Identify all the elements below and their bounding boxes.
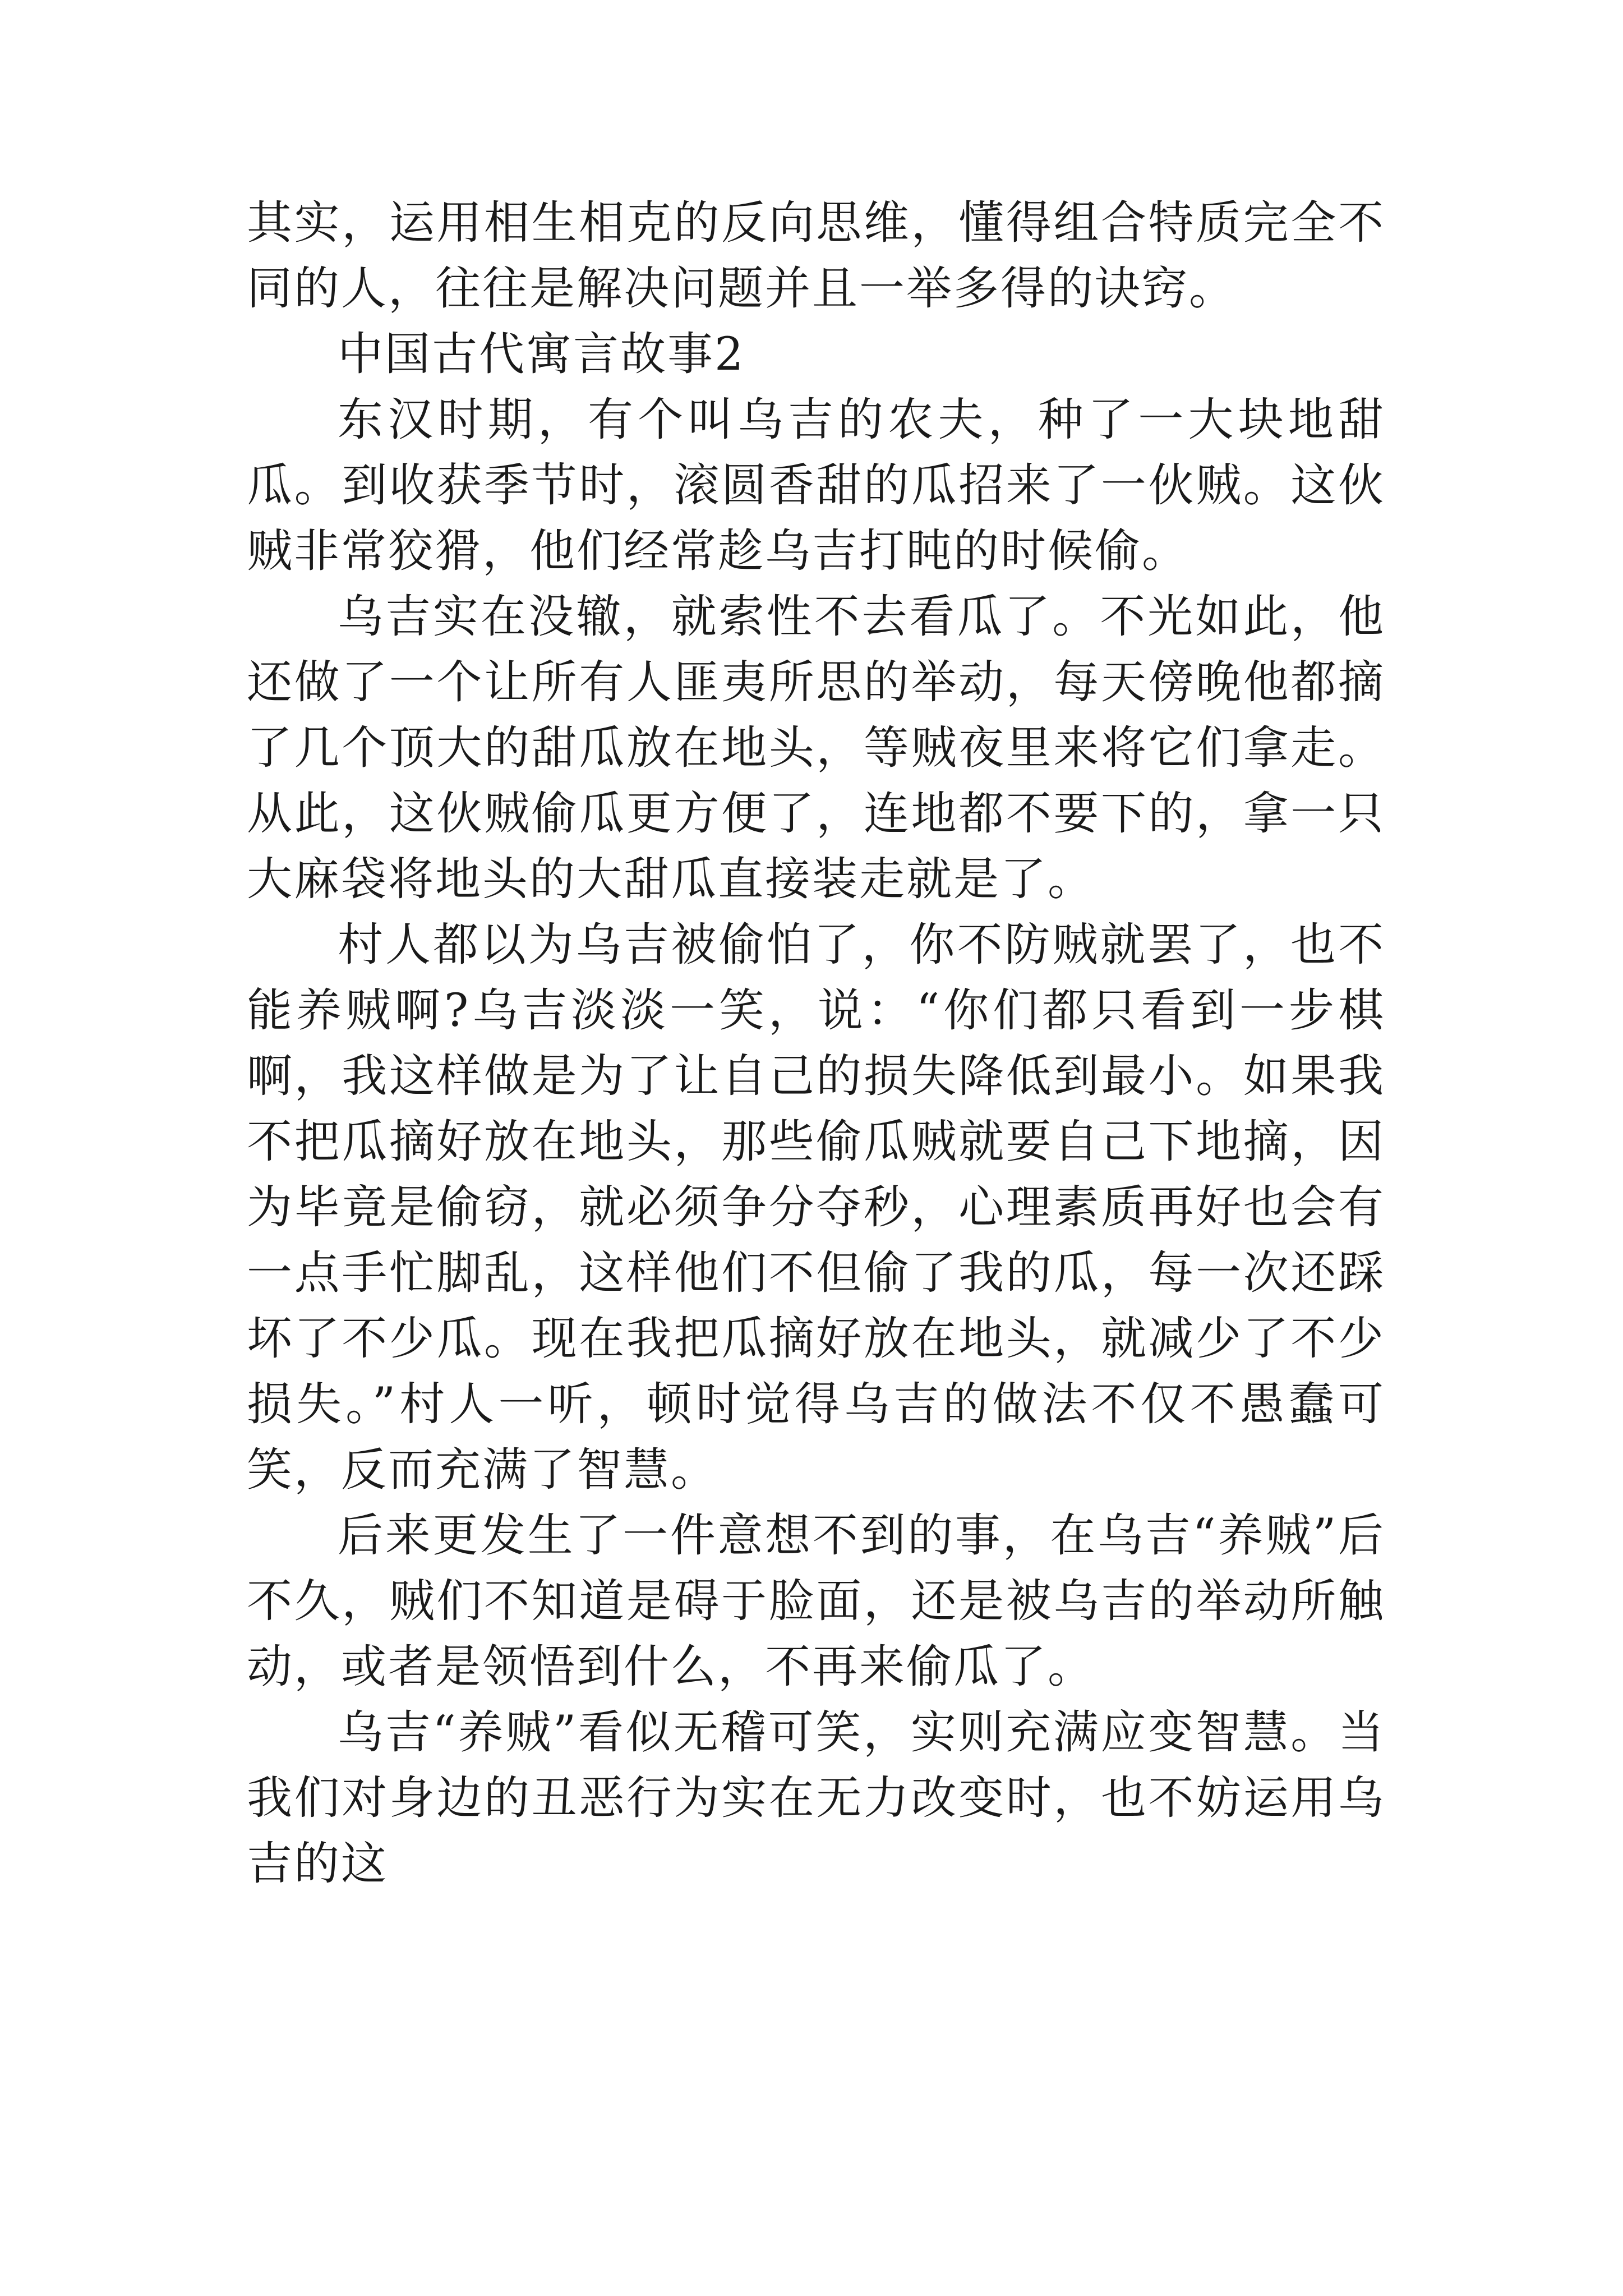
paragraph-continuation: 其实，运用相生相克的反向思维，懂得组合特质完全不同的人，往往是解决问题并且一举多得的诀窍。 xyxy=(247,197,1385,315)
document-body xyxy=(247,191,1385,1897)
paragraph: 东汉时期，有个叫乌吉的农夫，种了一大块地甜瓜。到收获季节时，滚圆香甜的瓜招来了一伙贼。这伙贼非常狡猾，他们经常趁乌吉打盹的时候偷。 xyxy=(247,394,1385,578)
paragraph: 村人都以为乌吉被偷怕了，你不防贼就罢了，也不能养贼啊?乌吉淡淡一笑，说：“你们都只看到一步棋啊，我这样做是为了让自己的损失降低到最小。如果我不把瓜摘好放在地头，那些偷瓜贼就要自己下地摘，因为毕竟是偷窃，就必须争分夺秒，心理素质再好也会有一点手忙脚乱，这样他们不但偷了我的瓜，每一次还踩坏了不少瓜。现在我把瓜摘好放在地头，就减少了不少损失。”村人一听，顿时觉得乌吉的做法不仅不愚蠢可笑，反而充满了智慧。 xyxy=(247,919,1385,1497)
paragraph: 乌吉实在没辙，就索性不去看瓜了。不光如此，他还做了一个让所有人匪夷所思的举动，每天傍晚他都摘了几个顶大的甜瓜放在地头，等贼夜里来将它们拿走。从此，这伙贼偷瓜更方便了，连地都不要下的，拿一只大麻袋将地头的大甜瓜直接装走就是了。 xyxy=(247,591,1385,906)
paragraph: 后来更发生了一件意想不到的事，在乌吉“养贼”后不久，贼们不知道是碍于脸面，还是被乌吉的举动所触动，或者是领悟到什么，不再来偷瓜了。 xyxy=(247,1510,1385,1694)
paragraph: 乌吉“养贼”看似无稽可笑，实则充满应变智慧。当我们对身边的丑恶行为实在无力改变时，也不妨运用乌吉的这 xyxy=(247,1706,1385,1890)
section-heading: 中国古代寓言故事2 xyxy=(338,328,745,381)
